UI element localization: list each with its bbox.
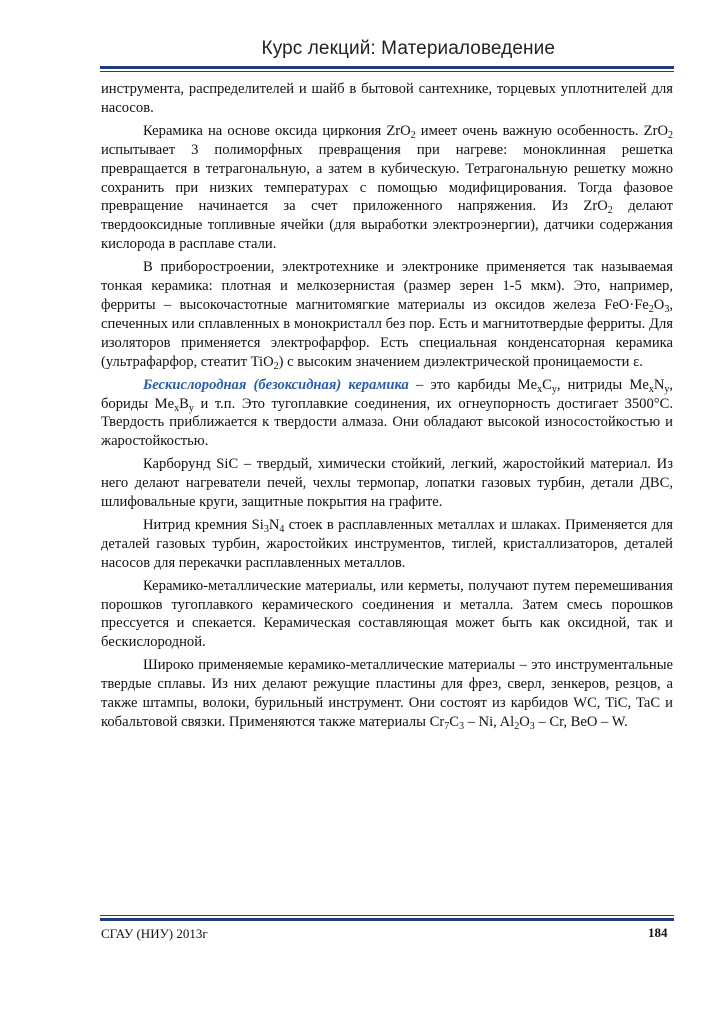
- text-run: инструмента, распределителей и шайб в бытовой сантехнике, торцевых уплотнителей для насосов.: [101, 81, 673, 116]
- subscript: 3: [529, 721, 535, 732]
- text-run: – Ni, Al: [463, 714, 515, 730]
- text-run: Керамико-металлические материалы, или керметы, получают путем перемешивания порошков тугоплавкого керамического соединения и металла. Затем смесь порошков прессуется и спекается. Керамическая составляющая может быть как оксидной, так и бескислородной.: [101, 577, 673, 651]
- subscript: 3: [263, 523, 269, 535]
- subscript: 2: [648, 303, 654, 315]
- text-run: , спеченных или сплавленных в монокристалл без пор. Есть и магнитотвердые ферриты. Для изоляторов применяется электрофарфор. Есть специальная конденсаторная керамика (ультрафарфор, стеатит TiO: [101, 296, 673, 370]
- text-run: Широко применяемые керамико-металлические материалы – это инструментальные твердые сплавы. Из них делают режущие пластины для фрез, сверл, зенкеров, резцов, а также штампы, волоки, бурильный инструмент. Они состоят из карбидов WC, TiC, TaC и кобальтовой связки. Применяются также материалы Cr: [101, 657, 673, 730]
- footer-institution: СГАУ (НИУ) 2013г: [101, 926, 208, 941]
- paragraph: [101, 455, 673, 512]
- header-rule-thick: [100, 66, 674, 69]
- paragraph: [101, 656, 673, 732]
- footer-rule-thick: [100, 918, 674, 921]
- text-run: делают твердооксидные топливные ячейки (для выработки электроэнергии), датчики содержания кислорода в расплаве стали.: [101, 198, 673, 253]
- text-run: O: [519, 714, 530, 730]
- subscript: x: [174, 402, 180, 414]
- subscript: 4: [279, 523, 285, 535]
- lecture-text: [101, 80, 673, 736]
- page-number: 184: [648, 925, 668, 940]
- footer-rule-thin: [100, 915, 674, 916]
- subscript: 2: [668, 129, 673, 141]
- subscript: y: [188, 402, 194, 414]
- subscript: y: [551, 383, 557, 395]
- text-run: Керамика на основе оксида циркония ZrO: [143, 122, 411, 139]
- text-run: – это карбиды Me: [408, 376, 538, 393]
- text-run: имеет очень важную особенность. ZrO: [415, 122, 668, 139]
- text-run: N: [268, 516, 280, 533]
- text-run: B: [179, 395, 189, 412]
- subscript: 2: [410, 129, 416, 141]
- text-run: O: [653, 296, 665, 313]
- text-run: испытывает 3 полиморфных превращения при нагреве: моноклинная решетка превращается в тетрагональную, а затем в кубическую. Тетрагональную решетку можно сохранить при низких температурах с помощью модифицирования. Тогда фазовое превращение начинается за счет приложенного напряжения. Из ZrO: [101, 141, 673, 215]
- paragraph: [101, 516, 673, 573]
- paragraph: [101, 376, 673, 452]
- text-run: В приборостроении, электротехнике и электронике применяется так называемая тонкая керамика: плотная и мелкозернистая (размер зерен 1-5 мкм). Это, например, ферриты – высокочастотные магнитомягкие материалы из оксидов железа FeO·Fe: [101, 259, 673, 313]
- text-run: – Cr, BeO – W.: [534, 714, 628, 730]
- subscript: 2: [514, 721, 520, 732]
- text-run: Карборунд SiC – твердый, химически стойкий, легкий, жаростойкий материал. Из него делают нагреватели печей, чехлы термопар, лопатки газовых турбин, детали ДВС, шлифовальные круги, защитные покрытия на графите.: [101, 456, 673, 511]
- text-run: , нитриды Me: [556, 376, 649, 393]
- paragraph: [101, 577, 673, 653]
- emphasis-term: Бескислородная (безоксидная) керамика: [143, 376, 409, 393]
- text-run: и т.п. Это тугоплавкие соединения, их огнеупорность достигает 3500°С. Твердость приближается к твердости алмаза. Они обладают высокой износостойкостью и жаростойкостью.: [101, 395, 673, 450]
- subscript: x: [648, 383, 654, 395]
- subscript: 2: [607, 205, 613, 217]
- subscript: 7: [444, 721, 450, 732]
- text-run: Нитрид кремния Si: [143, 516, 264, 533]
- text-run: C: [542, 376, 552, 393]
- text-run: , бориды Me: [101, 376, 674, 412]
- subscript: 3: [458, 721, 464, 732]
- text-run: ) с высоким значением диэлектрической проницаемости ε.: [278, 353, 643, 370]
- subscript: 2: [273, 360, 279, 372]
- subscript: 3: [664, 303, 670, 315]
- paragraph: [101, 122, 673, 254]
- subscript: y: [664, 383, 670, 395]
- page-header-title: Курс лекций: Материаловедение: [261, 38, 555, 59]
- text-run: стоек в расплавленных металлах и шлаках. Применяется для деталей газовых турбин, жаростойких инструментов, тиглей, кристаллизаторов, деталей насосов для перекачки расплавленных металлов.: [101, 516, 674, 571]
- header-rule-thin: [100, 71, 674, 72]
- text-run: C: [449, 714, 459, 730]
- paragraph: [101, 80, 673, 118]
- text-run: N: [653, 376, 665, 393]
- paragraph: [101, 258, 673, 371]
- subscript: x: [537, 383, 543, 395]
